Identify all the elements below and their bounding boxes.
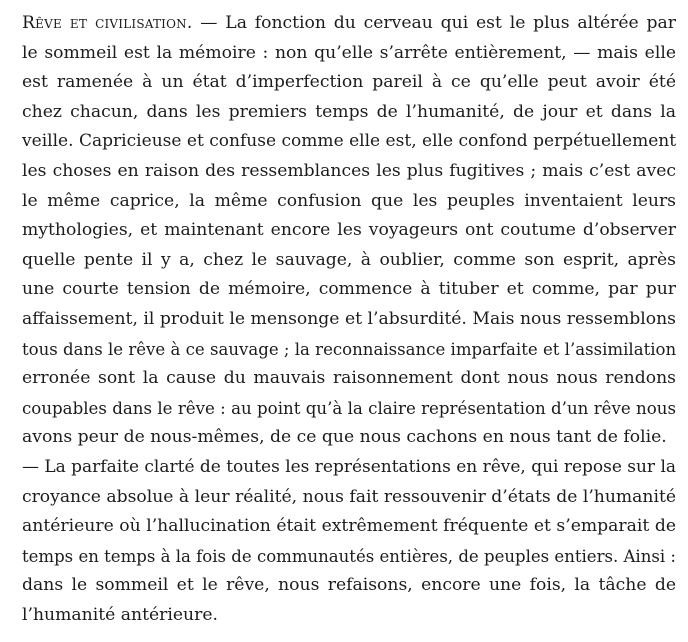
text-line: mythologies, et maintenant encore les voyageurs ont coutume d’observer — [22, 220, 676, 241]
text-line: l’humanité antérieure. — [22, 604, 218, 625]
text-line: affaissement, il produit le mensonge et l’absurdité. Mais nous ressemblons — [22, 308, 676, 329]
text-line: quelle pente il y a, chez le sauvage, à oublier, comme son esprit, après — [22, 249, 676, 270]
text-line: tous dans le rêve à ce sauvage ; la reconnaissance imparfaite et l’assimilation — [22, 339, 677, 359]
text-line: le sommeil est la mémoire : non qu’elle s’arrête entièrement, — mais elle — [22, 42, 676, 63]
text-line: dans le sommeil et le rêve, nous refaisons, encore une fois, la tâche de — [22, 575, 676, 596]
section-heading: Rêve et civilisation. — [22, 13, 193, 33]
text-line: les choses en raison des ressemblances les plus fugitives ; mais c’est avec — [22, 160, 676, 181]
text-line: temps en temps à la fois de communautés entières, de peuples entiers. Ainsi : — [22, 546, 676, 566]
text-line: veille. Capricieuse et confuse comme elle est, elle confond perpétuellement — [22, 131, 677, 152]
text-line: chez chacun, dans les premiers temps de l’humanité, de jour et dans la — [22, 101, 676, 122]
text-line: une courte tension de mémoire, commence à tituber et comme, par pur — [22, 279, 676, 300]
text-line: antérieure où l’hallucination était extrêmement fréquente et s’emparait de — [22, 516, 676, 537]
text-line: — La parfaite clarté de toutes les représentations en rêve, qui repose sur la — [22, 456, 677, 477]
body-paragraph — [22, 9, 676, 630]
text-line: coupables dans le rêve : au point qu’à la claire représentation d’un rêve nous — [22, 398, 676, 418]
text-line: croyance absolue à leur réalité, nous fait ressouvenir d’états de l’humanité — [22, 486, 676, 507]
text-line: le même caprice, la même confusion que les peuples inventaient leurs — [22, 190, 676, 211]
text-line: est ramenée à un état d’imperfection pareil à ce qu’elle peut avoir été — [22, 72, 676, 93]
text-line-content: — La fonction du cerveau qui est le plus altérée par — [192, 13, 676, 33]
text-line — [22, 9, 676, 39]
text-line: avons peur de nous-mêmes, de ce que nous cachons en nous tant de folie. — [22, 427, 667, 448]
text-line: erronée sont la cause du mauvais raisonnement dont nous nous rendons — [22, 368, 676, 389]
